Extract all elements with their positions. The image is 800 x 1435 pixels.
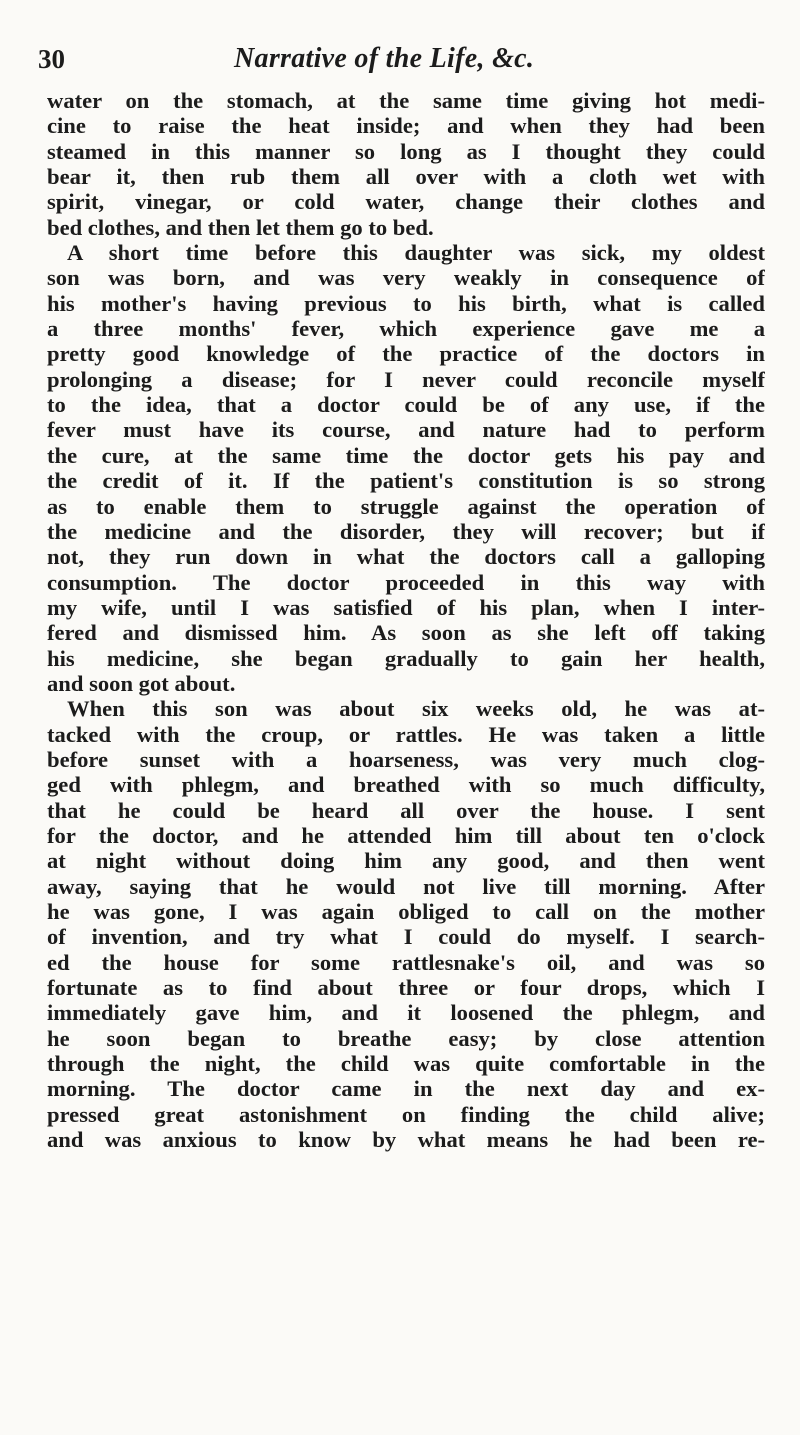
text-line: When this son was about six weeks old, he was at- — [67, 696, 765, 722]
text-line: steamed in this manner so long as I thought they could — [47, 138, 765, 164]
text-line: the cure, at the same time the doctor gets his pay and — [47, 442, 765, 468]
running-head — [38, 42, 778, 82]
text-line: through the night, the child was quite comfortable in the — [47, 1051, 765, 1077]
text-line: and soon got about. — [47, 670, 236, 696]
text-line: spirit, vinegar, or cold water, change their clothes and — [47, 189, 765, 215]
text-line: his mother's having previous to his birth, what is called — [47, 290, 765, 316]
text-line: morning. The doctor came in the next day and ex- — [47, 1076, 765, 1102]
text-line: prolonging a disease; for I never could reconcile myself — [47, 366, 765, 392]
text-line: cine to raise the heat inside; and when they had been — [47, 113, 765, 139]
text-line: A short time before this daughter was sick, my oldest — [67, 240, 765, 266]
text-line: water on the stomach, at the same time giving hot medi- — [47, 88, 765, 113]
text-line: ed the house for some rattlesnake's oil, and was so — [47, 949, 765, 975]
text-line: he soon began to breathe easy; by close attention — [47, 1025, 765, 1051]
text-line: that he could be heard all over the house. I sent — [47, 797, 765, 823]
text-line: to the idea, that a doctor could be of any use, if the — [47, 392, 765, 418]
text-line: son was born, and was very weakly in consequence of — [47, 265, 765, 291]
text-line: fever must have its course, and nature had to perform — [47, 417, 765, 443]
text-line: pressed great astonishment on finding the child alive; — [47, 1101, 765, 1127]
text-line: and was anxious to know by what means he had been re- — [47, 1127, 765, 1153]
text-line: immediately gave him, and it loosened the phlegm, and — [47, 1000, 765, 1026]
text-line: bed clothes, and then let them go to bed. — [47, 214, 434, 240]
text-line: bear it, then rub them all over with a cloth wet with — [47, 164, 765, 190]
text-line: his medicine, she began gradually to gain her health, — [47, 645, 765, 671]
text-line: of invention, and try what I could do myself. I search- — [47, 924, 765, 950]
text-line: ged with phlegm, and breathed with so much difficulty, — [47, 772, 765, 798]
text-line: consumption. The doctor proceeded in this way with — [47, 569, 765, 595]
text-line: fered and dismissed him. As soon as she left off taking — [47, 620, 765, 646]
text-line: away, saying that he would not live till morning. After — [47, 873, 765, 899]
text-line: tacked with the croup, or rattles. He was taken a little — [47, 721, 765, 747]
text-line: the medicine and the disorder, they will recover; but if — [47, 518, 765, 544]
text-line: a three months' fever, which experience gave me a — [47, 316, 765, 342]
text-line: he was gone, I was again obliged to call on the mother — [47, 899, 765, 924]
text-line: fortunate as to find about three or four drops, which I — [47, 975, 765, 1001]
text-line: for the doctor, and he attended him till about ten o'clock — [47, 822, 765, 848]
text-line: the credit of it. If the patient's constitution is so strong — [47, 468, 765, 494]
text-line: before sunset with a hoarseness, was very much clog- — [47, 746, 765, 772]
text-line: my wife, until I was satisfied of his plan, when I inter- — [47, 594, 765, 620]
text-line: at night without doing him any good, and then went — [47, 848, 765, 874]
text-line: pretty good knowledge of the practice of the doctors in — [47, 341, 765, 367]
page-number: 30 — [38, 44, 65, 74]
running-title: Narrative of the Life, &c. — [234, 43, 535, 74]
body-text — [47, 88, 765, 1152]
text-line: not, they run down in what the doctors call a galloping — [47, 544, 765, 570]
text-line: as to enable them to struggle against the operation of — [47, 493, 765, 519]
